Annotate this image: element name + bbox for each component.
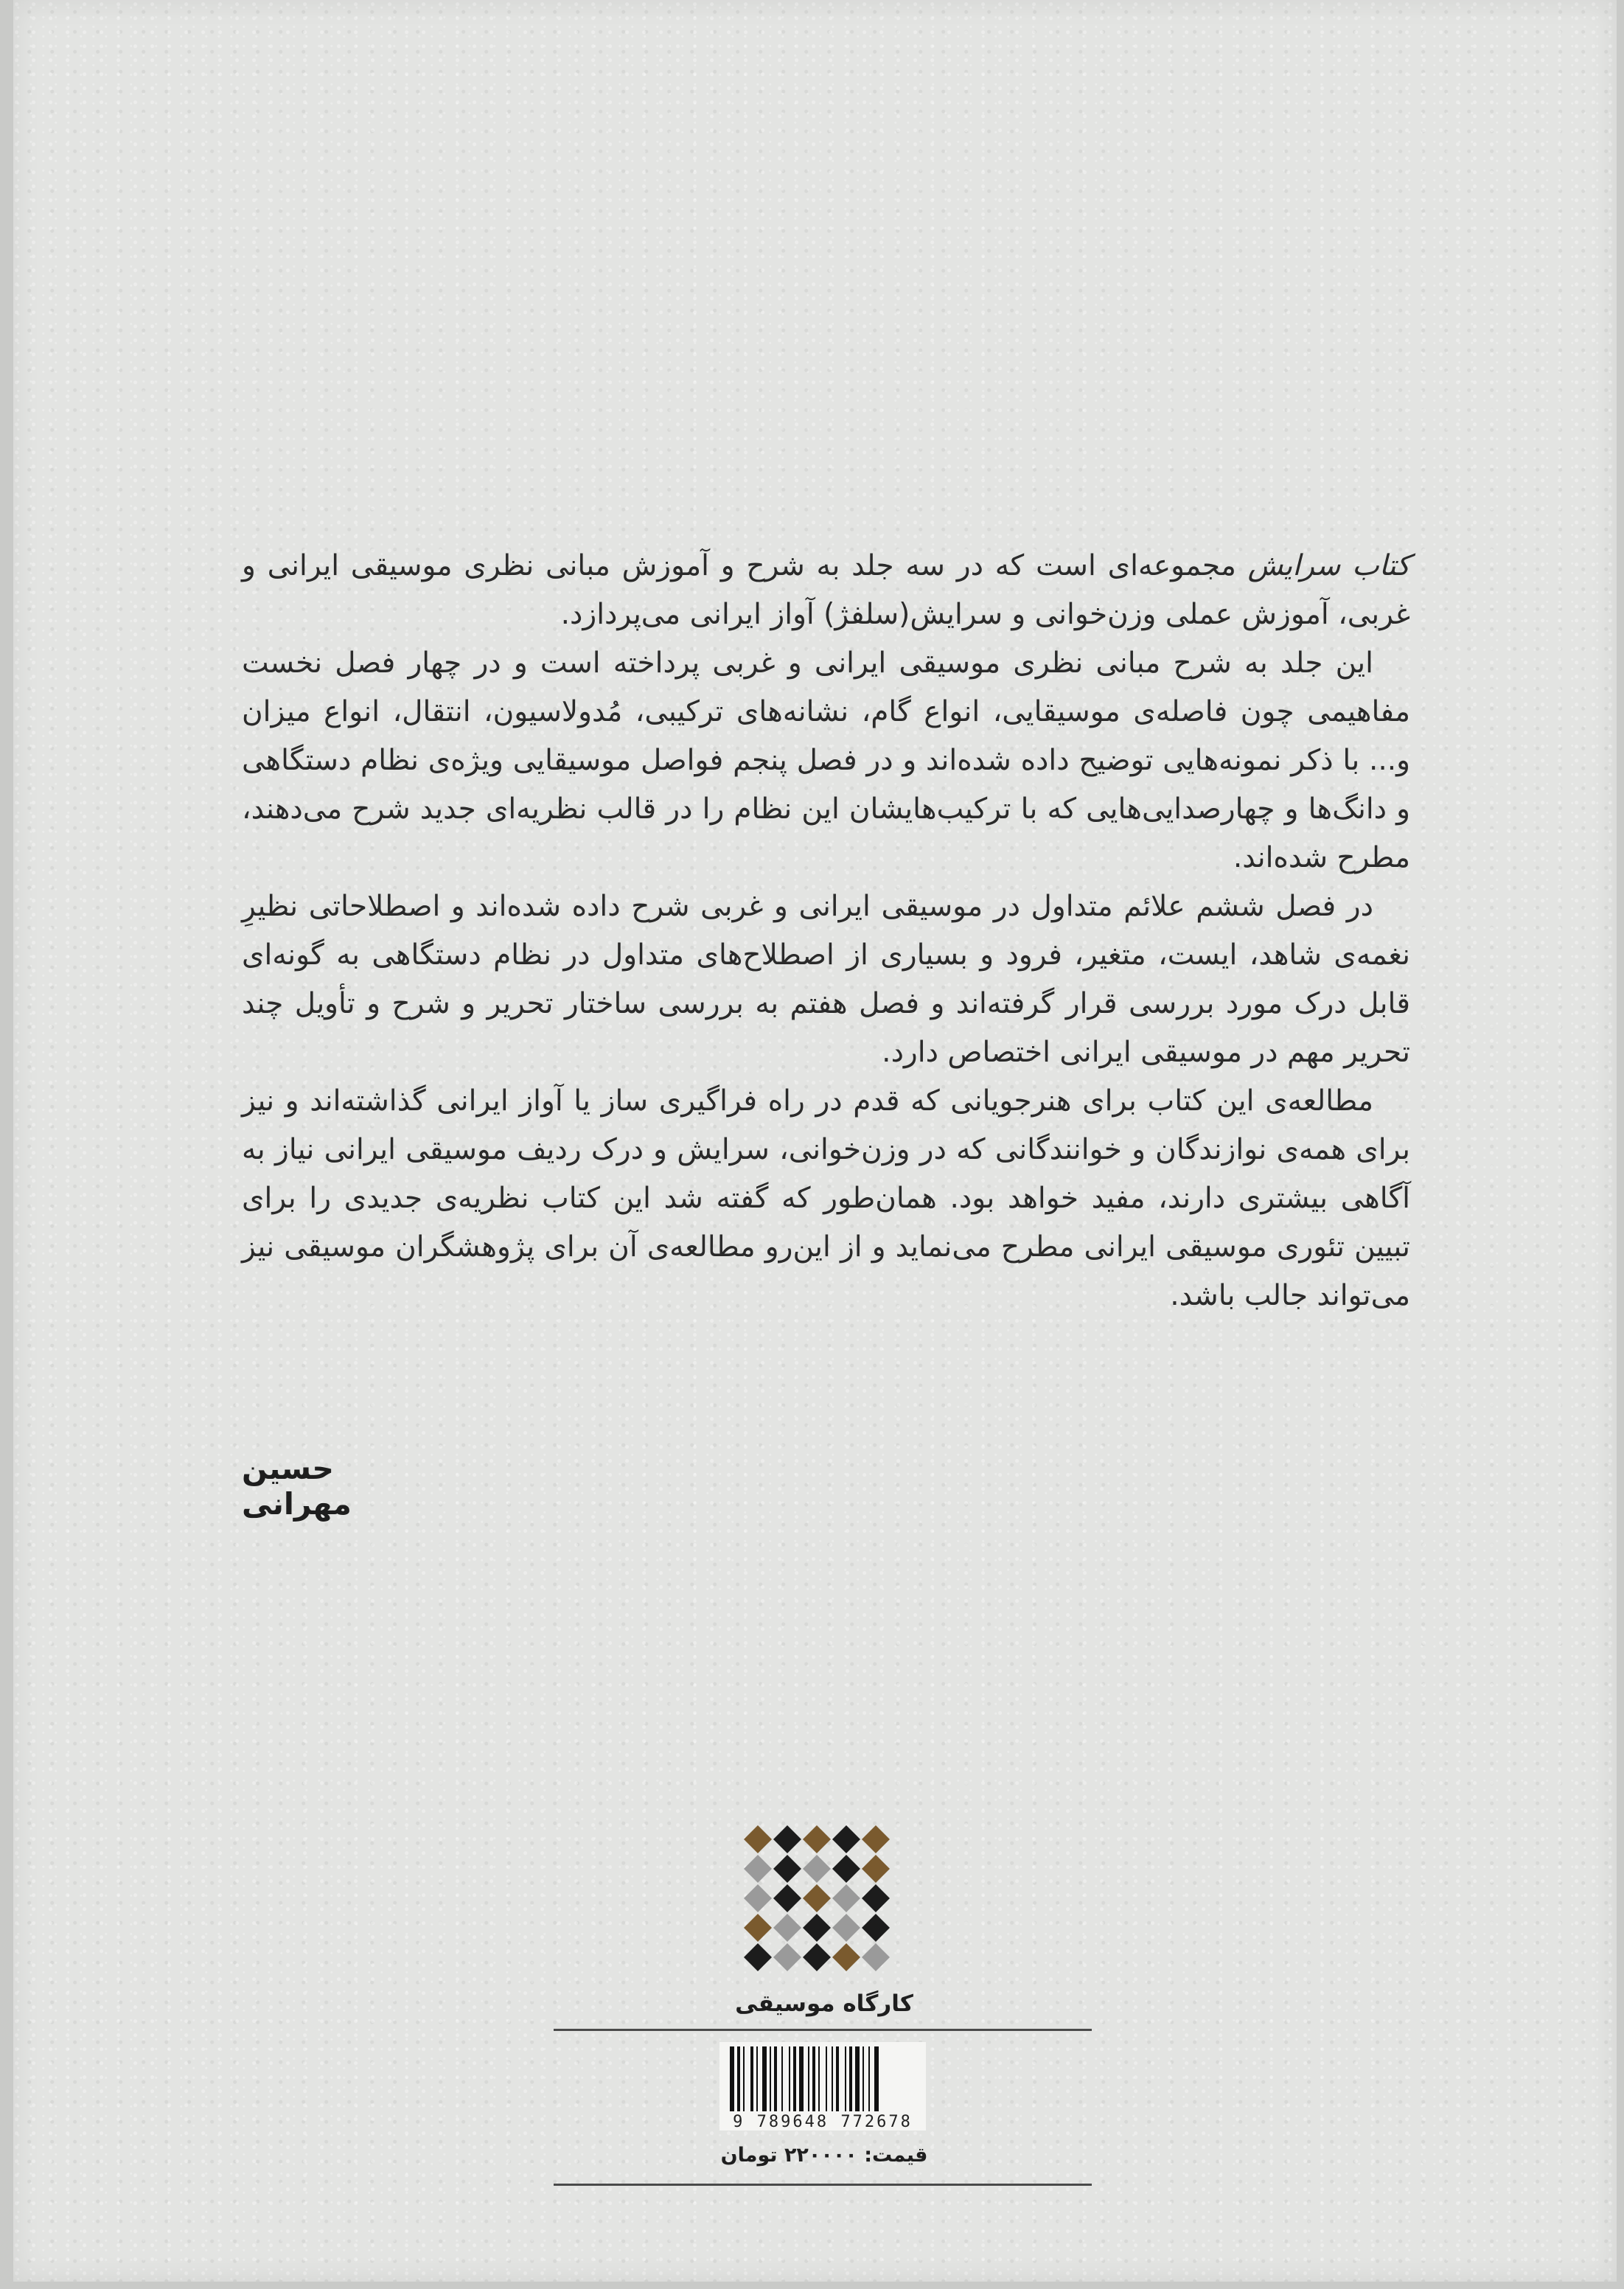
paragraph-3: در فصل ششم علائم متداول در موسیقی ایرانی و غربی شرح داده شده‌اند و اصطلاحاتی نظیرِ نغمه‌ی شاهد، ایست، متغیر، فرود و بسیاری از اصطلاح‌های متداول در نظام دستگاهی به گونه‌ای قابل درک مورد بررسی قرار گرفته‌اند و فصل هفتم به بررسی ساختار تحریر و شرح و تأویل چند تحریر مهم در موسیقی ایرانی اختصاص دارد. <box>242 890 1410 1069</box>
barcode-bar <box>868 2046 870 2111</box>
logo-diamond <box>832 1884 860 1912</box>
barcode-bar <box>730 2046 734 2111</box>
divider-top <box>554 2029 1092 2031</box>
logo-diamond <box>744 1825 772 1853</box>
logo-diamond <box>862 1943 890 1971</box>
logo-diamond <box>773 1884 801 1912</box>
logo-diamond <box>773 1855 801 1883</box>
logo-diamond <box>862 1825 890 1853</box>
logo-diamond <box>832 1825 860 1853</box>
logo-diamond <box>803 1914 831 1942</box>
logo-diamond <box>744 1943 772 1971</box>
paragraph-2: این جلد به شرح مبانی نظری موسیقی ایرانی و غربی پرداخته است و در چهار فصل نخست مفاهیمی چون فاصله‌ی موسیقایی، انواع گام، نشانه‌های ترکیبی، مُدولاسیون، انتقال، انواع میزان و... با ذکر نمونه‌هایی توضیح داده شده‌اند و در فصل پنجم فواصل موسیقایی ویژه‌ی نظام دستگاهی و دانگ‌ها و چهارصدایی‌هایی که با ترکیب‌هایشان این نظام را در قالب نظریه‌ای جدید شرح می‌دهند، مطرح شده‌اند. <box>242 647 1410 874</box>
barcode-bar <box>874 2046 879 2111</box>
barcode-bar <box>781 2046 783 2111</box>
publisher-name: کارگاه موسیقی <box>735 1990 913 2017</box>
logo-diamond <box>832 1914 860 1942</box>
barcode-bar <box>832 2046 833 2111</box>
isbn-number: 9 789648 772678 <box>733 2113 913 2131</box>
paragraph-1 <box>242 542 1410 639</box>
logo-diamond <box>803 1943 831 1971</box>
divider-bottom <box>554 2184 1092 2186</box>
book-back-cover <box>13 0 1617 2282</box>
barcode-bar <box>750 2046 753 2111</box>
barcode-bar <box>855 2046 860 2111</box>
logo-diamond <box>803 1884 831 1912</box>
logo-diamond <box>773 1914 801 1942</box>
logo-diamond <box>744 1914 772 1942</box>
logo-diamond <box>862 1884 890 1912</box>
barcode-bar <box>849 2046 852 2111</box>
logo-diamond <box>773 1943 801 1971</box>
logo-diamond <box>803 1825 831 1853</box>
barcode-bar <box>818 2046 820 2111</box>
barcode-bar <box>770 2046 771 2111</box>
diamond-grid-logo-icon <box>739 1821 909 1990</box>
barcode-bar <box>836 2046 839 2111</box>
barcode-bar <box>774 2046 777 2111</box>
price-label: قیمت: ۲۲۰۰۰۰ تومان <box>720 2144 928 2167</box>
logo-diamond <box>832 1943 860 1971</box>
barcode-bar <box>799 2046 804 2111</box>
barcode-bar <box>826 2046 827 2111</box>
barcode-bar <box>756 2046 758 2111</box>
barcode-bar <box>789 2046 790 2111</box>
book-title: کتاب سرایش <box>1247 549 1410 582</box>
paragraph-1-text: مجموعه‌ای است که در سه جلد به شرح و آموزش مبانی نظری موسیقی ایرانی و غربی، آموزش عملی وزن‌خوانی و سرایش(سلفژ) آواز ایرانی می‌پردازد. <box>242 549 1410 631</box>
logo-diamond <box>744 1884 772 1912</box>
barcode-bar <box>812 2046 815 2111</box>
logo-diamond <box>862 1914 890 1942</box>
logo-diamond <box>744 1855 772 1883</box>
logo-diamond <box>803 1855 831 1883</box>
description-text <box>242 542 1410 1320</box>
barcode-bar <box>808 2046 809 2111</box>
barcode-bar <box>845 2046 846 2111</box>
logo-diamond <box>773 1825 801 1853</box>
barcode-bar <box>737 2046 740 2111</box>
author-name: حسین مهرانی <box>242 1451 352 1522</box>
logo-diamond <box>862 1855 890 1883</box>
barcode-bar <box>743 2046 745 2111</box>
barcode-bar <box>862 2046 864 2111</box>
barcode-bar <box>762 2046 767 2111</box>
logo-diamond <box>832 1855 860 1883</box>
barcode-bar <box>793 2046 796 2111</box>
paragraph-4: مطالعه‌ی این کتاب برای هنرجویانی که قدم در راه فراگیری ساز یا آواز ایرانی گذاشته‌اند و نیز برای همه‌ی نوازندگان و خوانندگانی که در وزن‌خوانی، سرایش و درک ردیف موسیقی ایرانی نیاز به آگاهی بیشتری دارند، مفید خواهد بود. همان‌طور که گفته شد این کتاب نظریه‌ی جدیدی را برای تبیین تئوری موسیقی ایرانی مطرح می‌نماید و از این‌رو مطالعه‌ی آن برای پژوهشگران موسیقی نیز می‌تواند جالب باشد. <box>242 1084 1410 1312</box>
